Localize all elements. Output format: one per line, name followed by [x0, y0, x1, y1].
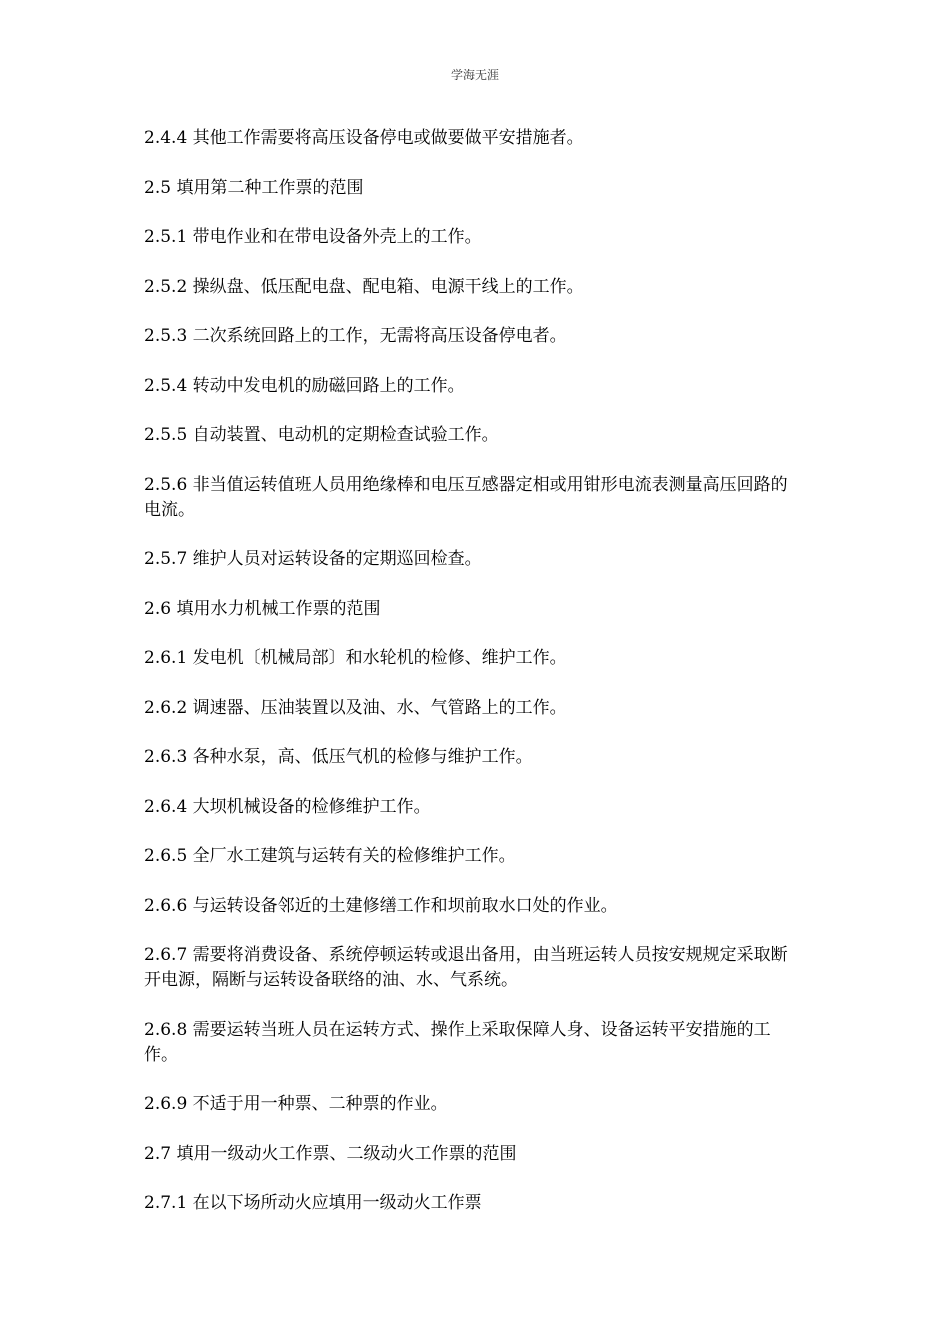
paragraph: 2.6.3 各种水泵，高、低压气机的检修与维护工作。 [144, 747, 533, 767]
paragraph: 2.5.3 二次系统回路上的工作，无需将高压设备停电者。 [144, 326, 567, 346]
paragraph: 2.6.6 与运转设备邻近的土建修缮工作和坝前取水口处的作业。 [144, 895, 618, 916]
paragraph: 2.5.2 操纵盘、低压配电盘、配电箱、电源干线上的工作。 [144, 276, 584, 297]
paragraph: 2.6.2 调速器、压油装置以及油、水、气管路上的工作。 [144, 697, 567, 718]
paragraph: 2.7.1 在以下场所动火应填用一级动火工作票 [144, 1193, 482, 1213]
paragraph: 2.5.5 自动装置、电动机的定期检查试验工作。 [144, 425, 499, 445]
paragraph: 2.5.4 转动中发电机的励磁回路上的工作。 [144, 375, 465, 396]
paragraph: 2.6.1 发电机〔机械局部〕和水轮机的检修、维护工作。 [144, 648, 567, 668]
document-body [144, 126, 804, 1241]
paragraph: 2.6.4 大坝机械设备的检修维护工作。 [144, 796, 431, 817]
paragraph: 2.6.7 需要将消费设备、系统停顿运转或退出备用，由当班运转人员按安规规定采取断开电源，隔断与运转设备联络的油、水、气系统。 [144, 945, 788, 990]
page-header: 学海无涯 [450, 68, 499, 82]
section-heading: 2.7 填用一级动火工作票、二级动火工作票的范围 [144, 1143, 517, 1164]
section-heading: 2.5 填用第二种工作票的范围 [144, 177, 364, 198]
paragraph: 2.4.4 其他工作需要将高压设备停电或做要做平安措施者。 [144, 128, 584, 148]
paragraph: 2.5.6 非当值运转值班人员用绝缘棒和电压互感器定相或用钳形电流表测量高压回路的电流。 [144, 474, 788, 520]
paragraph: 2.6.8 需要运转当班人员在运转方式、操作上采取保障人身、设备运转平安措施的工作。 [144, 1019, 771, 1065]
paragraph: 2.6.9 不适于用一种票、二种票的作业。 [144, 1094, 448, 1114]
paragraph: 2.5.7 维护人员对运转设备的定期巡回检查。 [144, 549, 482, 569]
paragraph: 2.6.5 全厂水工建筑与运转有关的检修维护工作。 [144, 846, 516, 866]
section-heading: 2.6 填用水力机械工作票的范围 [144, 598, 381, 619]
paragraph: 2.5.1 带电作业和在带电设备外壳上的工作。 [144, 227, 482, 247]
